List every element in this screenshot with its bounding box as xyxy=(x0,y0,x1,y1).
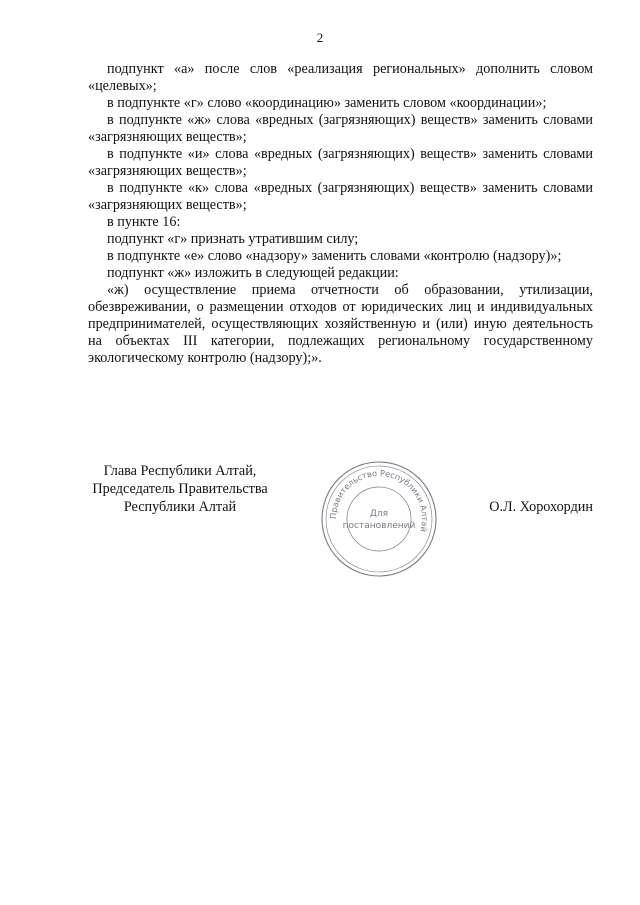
signatory-title xyxy=(80,462,280,516)
official-stamp xyxy=(318,458,440,580)
paragraph-9: подпункт «ж» изложить в следующей редакции: xyxy=(107,265,399,281)
stamp-inner-line-1: Для xyxy=(369,509,389,519)
paragraph-1: подпункт «а» после слов «реализация региональных» дополнить словом «целевых»; xyxy=(88,61,593,94)
paragraph-4: в подпункте «и» слова «вредных (загрязняющих) веществ» заменить словами «загрязняющих веществ»; xyxy=(88,146,593,179)
signatory-title-line-1: Глава Республики Алтай, xyxy=(103,463,257,479)
stamp-outer-text: Правительство Республики Алтай xyxy=(327,467,431,534)
paragraph-8: в подпункте «е» слово «надзору» заменить словами «контролю (надзору)»; xyxy=(107,248,562,264)
page-number: 2 xyxy=(316,30,324,45)
paragraph-6: в пункте 16: xyxy=(107,214,181,230)
paragraph-10: «ж) осуществление приема отчетности об образовании, утилизации, обезвреживании, о размещении отходов от юридических лиц и индивидуальных предпринимателей, осуществляющих хозяйственную и (или) иную деятельность на объектах III категории, подлежащих региональному государственному экологическому контролю (надзору);». xyxy=(88,282,593,366)
paragraph-5: в подпункте «к» слова «вредных (загрязняющих) веществ» заменить словами «загрязняющих веществ»; xyxy=(88,180,593,213)
stamp-seal-icon xyxy=(318,458,440,580)
paragraph-3: в подпункте «ж» слова «вредных (загрязняющих) веществ» заменить словами «загрязняющих веществ»; xyxy=(88,112,593,145)
document-body xyxy=(88,61,593,367)
paragraph-7: подпункт «г» признать утратившим силу; xyxy=(107,231,359,247)
signatory-name: О.Л. Хорохордин xyxy=(489,499,593,515)
paragraph-2: в подпункте «г» слово «координацию» заменить словом «координации»; xyxy=(107,95,547,111)
stamp-inner-line-2: постановлений xyxy=(342,521,416,531)
signature-block xyxy=(0,458,640,588)
signatory-title-line-3: Республики Алтай xyxy=(123,499,237,515)
signatory-title-line-2: Председатель Правительства xyxy=(92,481,268,497)
